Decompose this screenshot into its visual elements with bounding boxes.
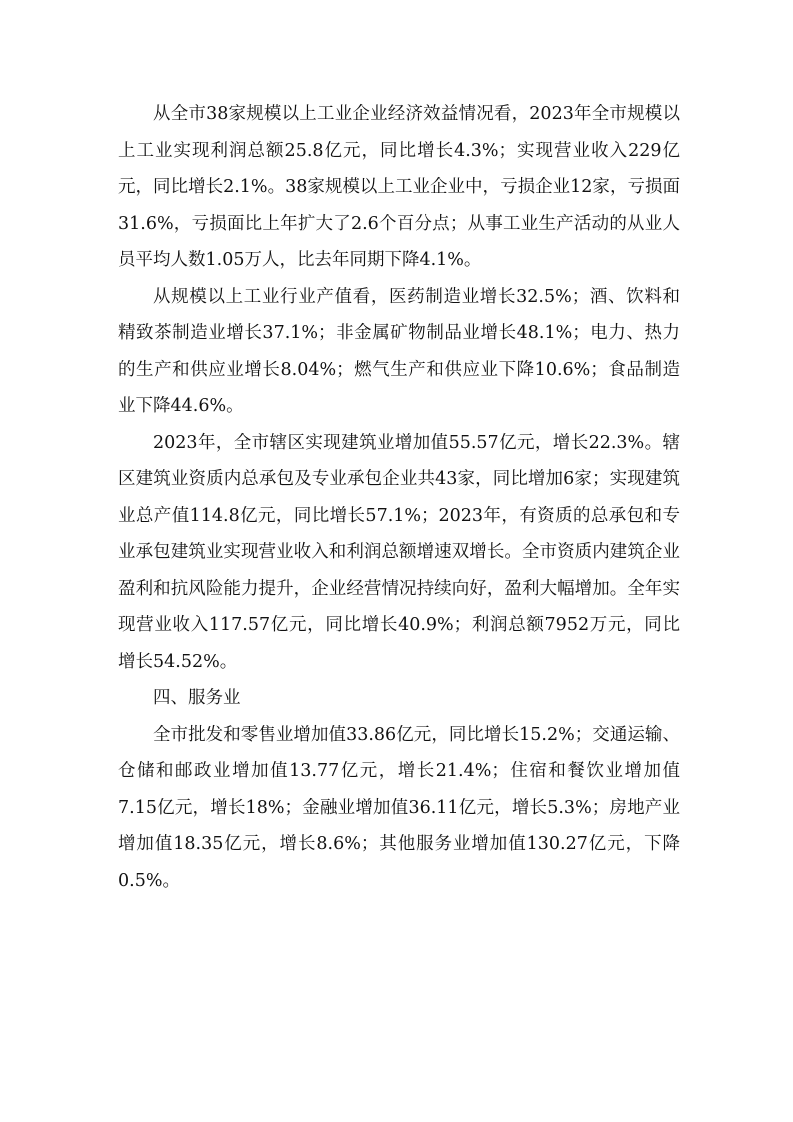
section-heading-services: 四、服务业 <box>153 688 241 708</box>
paragraph-industrial-profit: 从全市38家规模以上工业企业经济效益情况看，2023年全市规模以上工业实现利润总额25.8亿元，同比增长4.3%；实现营业收入229亿元，同比增长2.1%。38家规模以上工业企业中，亏损企业12家，亏损面31.6%，亏损面比上年扩大了2.6个百分点；从事工业生产活动的从业人员平均人数1.05万人，比去年同期下降4.1%。 <box>118 104 680 270</box>
paragraph-services: 全市批发和零售业增加值33.86亿元，同比增长15.2%；交通运输、仓储和邮政业增加值13.77亿元，增长21.4%；住宿和餐饮业增加值7.15亿元，增长18%；金融业增加值36.11亿元，增长5.3%；房地产业增加值18.35亿元，增长8.6%；其他服务业增加值130.27亿元，下降0.5%。 <box>118 724 680 891</box>
paragraph-industry-output: 从规模以上工业行业产值看，医药制造业增长32.5%；酒、饮料和精致茶制造业增长37.1%；非金属矿物制品业增长48.1%；电力、热力的生产和供应业增长8.04%；燃气生产和供应业下降10.6%；食品制造业下降44.6%。 <box>118 286 680 416</box>
paragraph-construction: 2023年，全市辖区实现建筑业增加值55.57亿元，增长22.3%。辖区建筑业资质内总承包及专业承包企业共43家，同比增加6家；实现建筑业总产值114.8亿元，同比增长57.1%；2023年，有资质的总承包和专业承包建筑业实现营业收入和利润总额增速双增长。全市资质内建筑企业盈利和抗风险能力提升，企业经营情况持续向好，盈利大幅增加。全年实现营业收入117.57亿元，同比增长40.9%；利润总额7952万元，同比增长54.52%。 <box>118 432 680 672</box>
document-body <box>118 96 680 899</box>
